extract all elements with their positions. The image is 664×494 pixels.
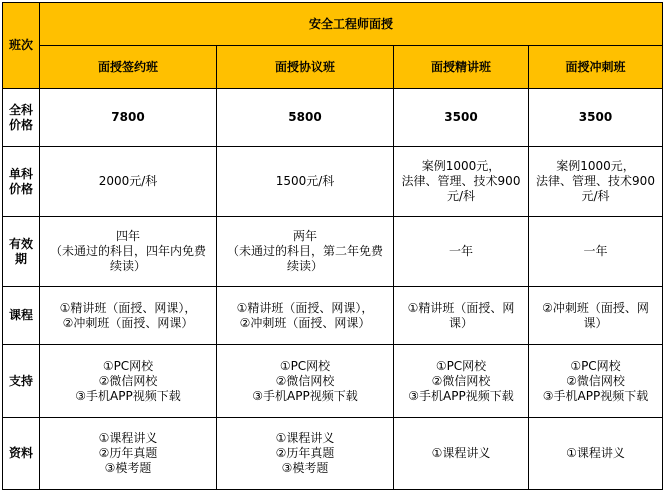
- course-comparison-table: [2, 2, 663, 490]
- support-line: ①PC网校: [102, 358, 154, 373]
- materials-3: [529, 418, 663, 490]
- support-line: ③手机APP视频下载: [75, 388, 181, 403]
- validity-1: [217, 217, 394, 287]
- corner-label: 班次: [3, 3, 40, 89]
- row-label-single-price: [3, 147, 40, 217]
- support-3: [529, 345, 663, 418]
- validity-line: 四年: [115, 229, 140, 243]
- material-line: ③模考题: [104, 461, 152, 475]
- row-label-full-price: [3, 89, 40, 147]
- full-price-3: 3500: [529, 89, 663, 147]
- course-line: ②冲刺班（面授、网课）: [239, 315, 371, 330]
- validity-line: 一年: [448, 244, 473, 258]
- course-line: ①精讲班（面授、网课），: [236, 300, 374, 315]
- support-line: ②微信网校: [98, 373, 158, 388]
- row-label-line: 全科: [8, 102, 33, 117]
- single-price-line: 案例1000元，: [556, 159, 635, 173]
- row-label-courses: 课程: [3, 287, 40, 345]
- validity-line: 续读）: [286, 259, 323, 273]
- validity-row: [3, 217, 663, 287]
- course-line: 课）: [448, 315, 473, 330]
- row-label-materials: 资料: [3, 418, 40, 490]
- validity-line: 一年: [583, 244, 608, 258]
- course-line: ①精讲班（面授、网: [407, 300, 515, 315]
- single-price-row: [3, 147, 663, 217]
- course-line: 课）: [583, 315, 608, 330]
- single-price-3: [529, 147, 663, 217]
- support-line: ②微信网校: [566, 373, 625, 388]
- single-price-line: 案例1000元，: [421, 159, 501, 173]
- single-price-line: 法律、管理、技术900: [401, 174, 521, 188]
- course-line: ②冲刺班（面授、网: [542, 300, 649, 315]
- courses-2: [394, 287, 529, 345]
- support-1: [217, 345, 394, 418]
- material-line: ①课程讲义: [98, 431, 158, 445]
- row-label-line: 单科: [8, 166, 33, 181]
- single-price-line: 1500元/科: [275, 174, 335, 188]
- row-label-support: 支持: [3, 345, 40, 418]
- support-line: ①PC网校: [570, 358, 621, 373]
- class-name-3: 面授冲刺班: [529, 46, 663, 89]
- validity-3: [529, 217, 663, 287]
- single-price-line: 元/科: [446, 189, 476, 203]
- full-price-row: [3, 89, 663, 147]
- courses-0: [40, 287, 217, 345]
- row-label-line: 价格: [8, 181, 33, 196]
- support-line: ③手机APP视频下载: [408, 388, 514, 403]
- support-row: [3, 345, 663, 418]
- single-price-line: 2000元/科: [98, 174, 158, 188]
- single-price-2: [394, 147, 529, 217]
- course-comparison-table-wrapper: [2, 2, 662, 492]
- support-2: [394, 345, 529, 418]
- full-price-0: 7800: [40, 89, 217, 147]
- validity-line: 续读）: [109, 259, 146, 273]
- support-0: [40, 345, 217, 418]
- row-label-line: 价格: [8, 117, 33, 132]
- full-price-1: 5800: [217, 89, 394, 147]
- single-price-1: [217, 147, 394, 217]
- support-line: ①PC网校: [435, 358, 487, 373]
- materials-1: [217, 418, 394, 490]
- table-title: 安全工程师面授: [40, 3, 663, 46]
- courses-3: [529, 287, 663, 345]
- courses-row: [3, 287, 663, 345]
- class-header-row: [3, 46, 663, 89]
- validity-2: [394, 217, 529, 287]
- material-line: ③模考题: [281, 461, 329, 475]
- title-row: [3, 3, 663, 46]
- course-line: ②冲刺班（面授、网课）: [62, 315, 194, 330]
- validity-line: （未通过的科目，四年内免费: [49, 244, 206, 258]
- material-line: ②历年真题: [98, 446, 158, 460]
- material-line: ①课程讲义: [275, 431, 335, 445]
- validity-0: [40, 217, 217, 287]
- single-price-0: [40, 147, 217, 217]
- materials-2: [394, 418, 529, 490]
- class-name-0: 面授签约班: [40, 46, 217, 89]
- support-line: ②微信网校: [275, 373, 335, 388]
- single-price-line: 法律、管理、技术900: [536, 174, 655, 188]
- validity-line: 两年: [292, 229, 317, 243]
- single-price-line: 元/科: [581, 189, 610, 203]
- support-line: ①PC网校: [279, 358, 331, 373]
- materials-row: [3, 418, 663, 490]
- support-line: ③手机APP视频下载: [542, 388, 649, 403]
- support-line: ③手机APP视频下载: [252, 388, 358, 403]
- row-label-line: 有效: [8, 236, 33, 251]
- materials-0: [40, 418, 217, 490]
- class-name-1: 面授协议班: [217, 46, 394, 89]
- material-line: ②历年真题: [275, 446, 335, 460]
- material-line: ①课程讲义: [566, 446, 625, 460]
- material-line: ①课程讲义: [431, 446, 491, 460]
- full-price-2: 3500: [394, 89, 529, 147]
- validity-line: （未通过的科目，第二年免费: [226, 244, 383, 258]
- row-label-validity: [3, 217, 40, 287]
- course-line: ①精讲班（面授、网课），: [59, 300, 197, 315]
- class-name-2: 面授精讲班: [394, 46, 529, 89]
- row-label-line: 期: [14, 251, 27, 266]
- courses-1: [217, 287, 394, 345]
- support-line: ②微信网校: [431, 373, 491, 388]
